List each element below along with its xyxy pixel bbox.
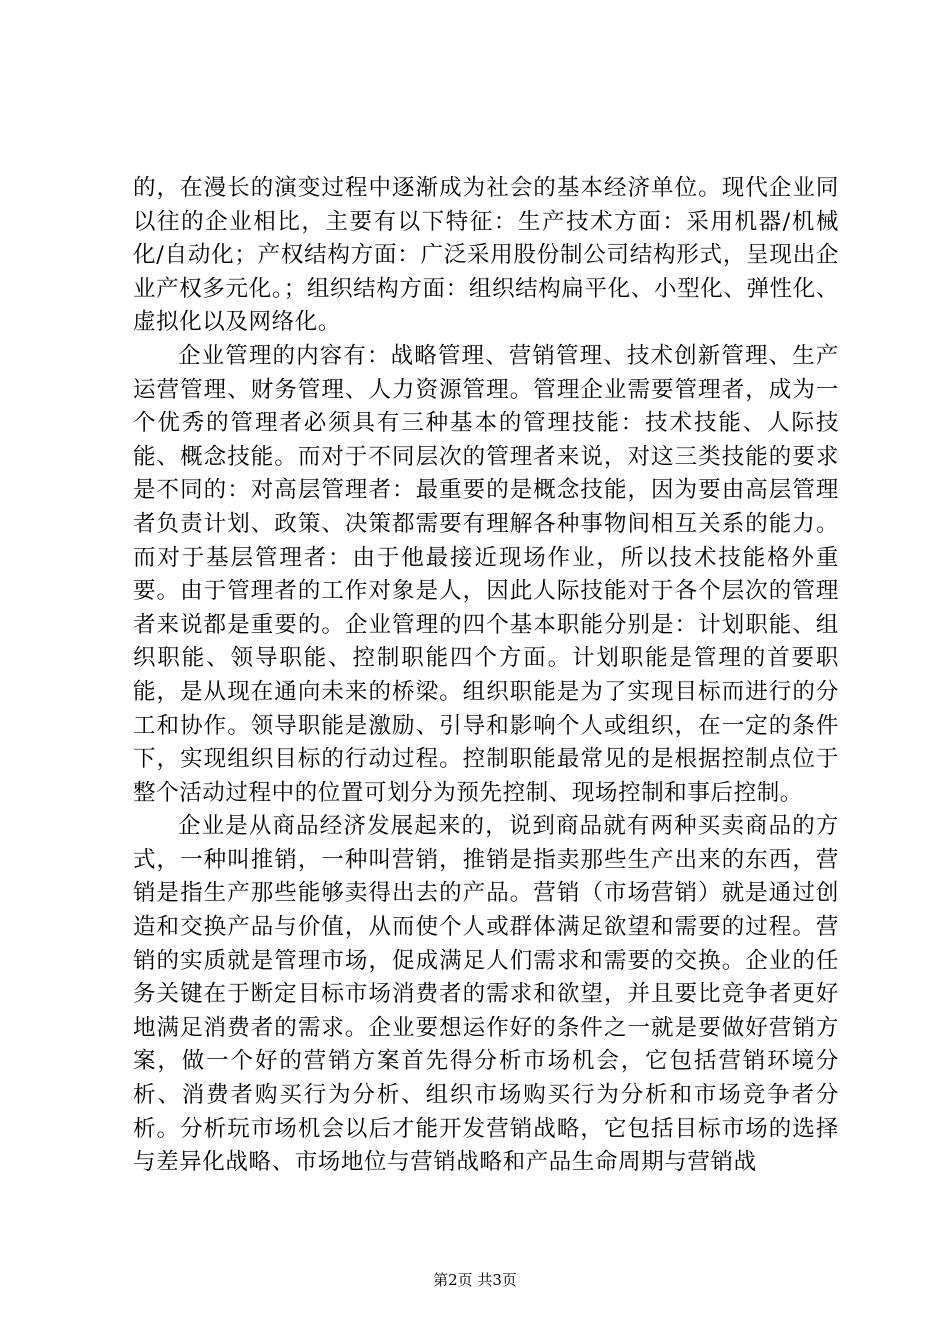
body-text	[133, 172, 839, 1180]
paragraph-marketing: 企业是从商品经济发展起来的，说到商品就有两种买卖商品的方式，一种叫推销，一种叫营销，推销是指卖那些生产出来的东西，营销是指生产那些能够卖得出去的产品。营销（市场营销）就是通过创造和交换产品与价值，从而使个人或群体满足欲望和需要的过程。营销的实质就是管理市场，促成满足人们需求和需要的交换。企业的任务关键在于断定目标市场消费者的需求和欲望，并且要比竞争者更好地满足消费者的需求。企业要想运作好的条件之一就是要做好营销方案，做一个好的营销方案首先得分析市场机会，它包括营销环境分析、消费者购买行为分析、组织市场购买行为分析和市场竞争者分析。分析玩市场机会以后才能开发营销战略，它包括目标市场的选择与差异化战略、市场地位与营销战略和产品生命周期与营销战	[133, 813, 839, 1176]
page-footer: 第2页 共3页	[433, 1271, 517, 1289]
paragraph-continuation: 的，在漫长的演变过程中逐渐成为社会的基本经济单位。现代企业同以往的企业相比，主要有以下特征：生产技术方面：采用机器/机械化/自动化；产权结构方面：广泛采用股份制公司结构形式，呈现出企业产权多元化。；组织结构方面：组织结构扁平化、小型化、弹性化、虚拟化以及网络化。	[133, 175, 839, 336]
paragraph-management: 企业管理的内容有：战略管理、营销管理、技术创新管理、生产运营管理、财务管理、人力资源管理。管理企业需要管理者，成为一个优秀的管理者必须具有三种基本的管理技能：技术技能、人际技能、概念技能。而对于不同层次的管理者来说，对这三类技能的要求是不同的：对高层管理者：最重要的是概念技能，因为要由高层管理者负责计划、政策、决策都需要有理解各种事物间相互关系的能力。而对于基层管理者：由于他最接近现场作业，所以技术技能格外重要。由于管理者的工作对象是人，因此人际技能对于各个层次的管理者来说都是重要的。企业管理的四个基本职能分别是：计划职能、组织职能、领导职能、控制职能四个方面。计划职能是管理的首要职能，是从现在通向未来的桥梁。组织职能是为了实现目标而进行的分工和协作。领导职能是激励、引导和影响个人或组织，在一定的条件下，实现组织目标的行动过程。控制职能最常见的是根据控制点位于整个活动过程中的位置可划分为预先控制、现场控制和事后控制。	[133, 342, 839, 806]
